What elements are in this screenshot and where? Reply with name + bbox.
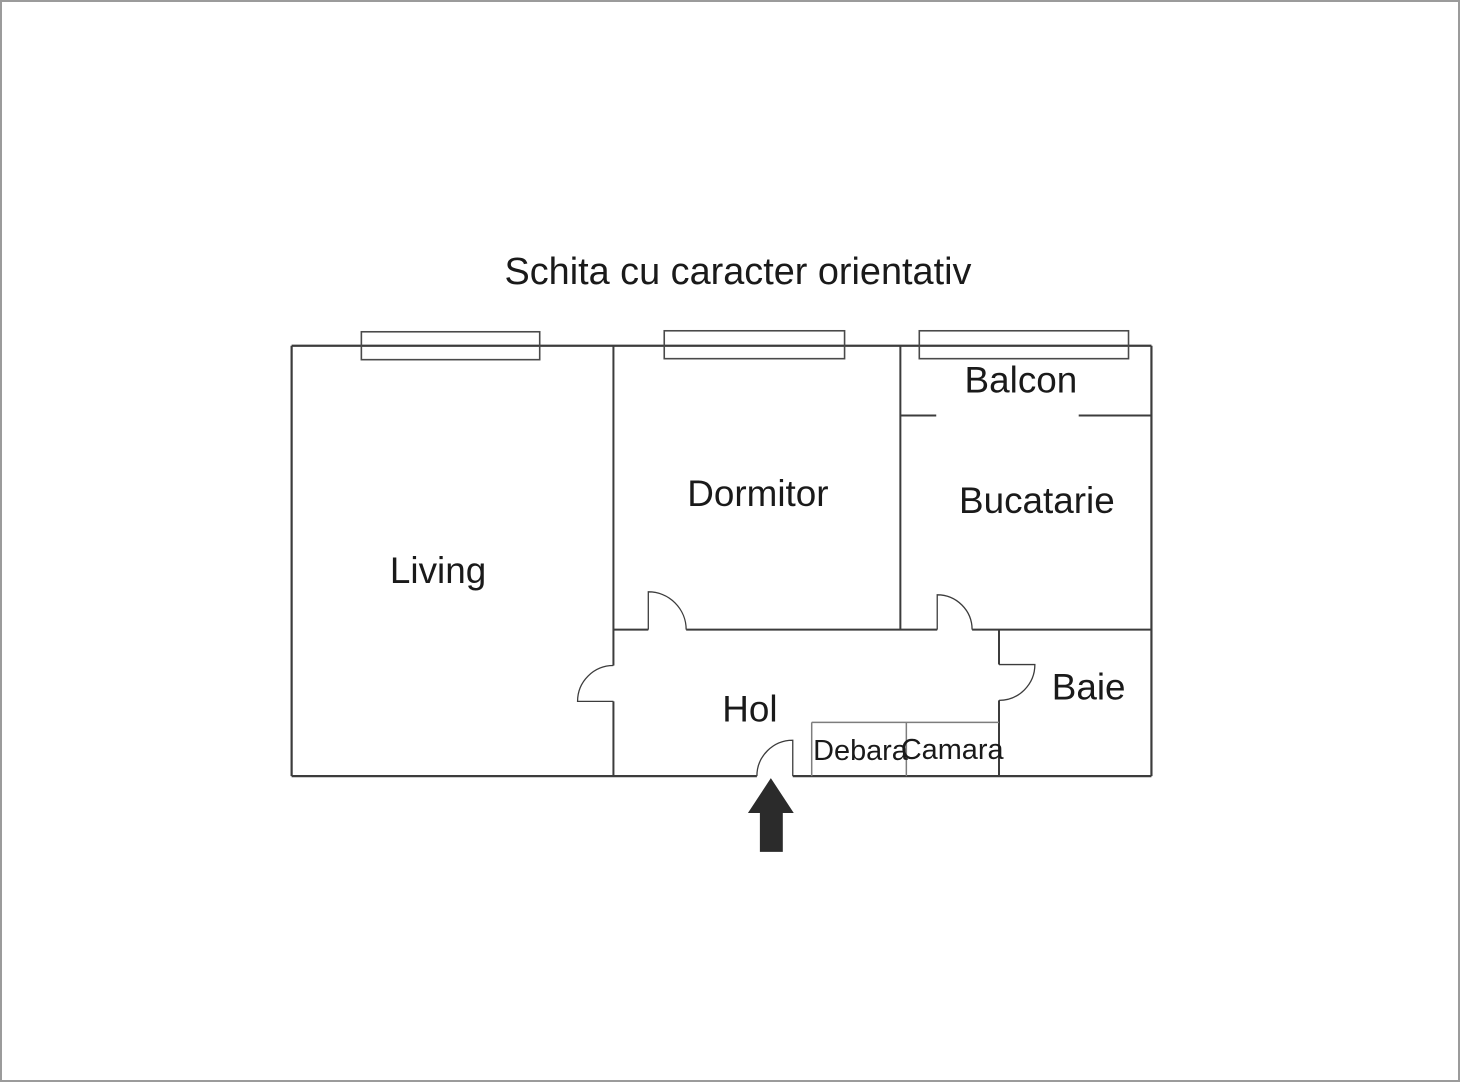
bucatarie-door-icon	[937, 595, 972, 630]
entrance-arrow-icon	[748, 778, 794, 852]
camara-label: Camara	[900, 734, 1004, 767]
living-label: Living	[389, 549, 487, 591]
balcon-label: Balcon	[964, 359, 1078, 401]
bucatarie-label: Bucatarie	[959, 480, 1115, 522]
dormitor-door-icon	[648, 592, 686, 630]
dormitor-label: Dormitor	[687, 473, 829, 515]
living-door-icon	[578, 666, 614, 702]
baie-label: Baie	[1051, 666, 1126, 708]
debara-label: Debara	[813, 735, 908, 768]
room-labels	[390, 360, 1126, 768]
interior-walls	[613, 346, 1151, 776]
hol-label: Hol	[722, 688, 778, 730]
entrance-door-icon	[757, 740, 793, 776]
floor-plan	[2, 2, 1458, 1080]
plan-title: Schita cu caracter orientativ	[504, 250, 972, 293]
baie-door-icon	[999, 665, 1035, 701]
